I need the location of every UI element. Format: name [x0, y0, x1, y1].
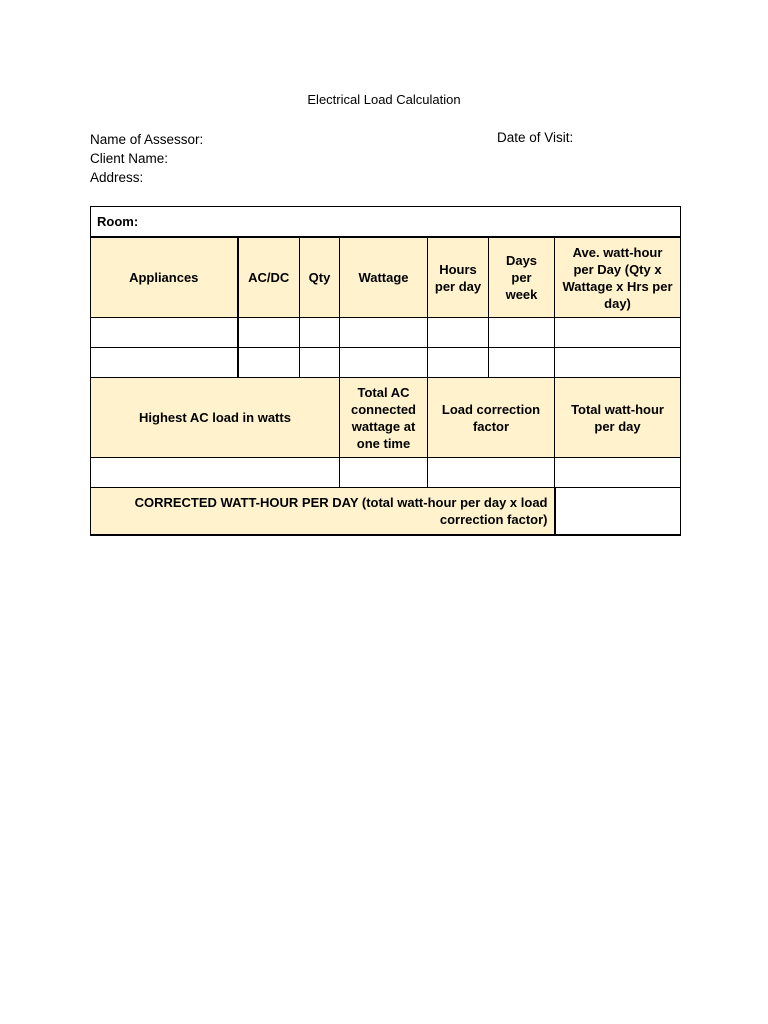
document-title: Electrical Load Calculation	[307, 92, 461, 107]
room-label: Room:	[91, 207, 681, 238]
client-label: Client Name:	[90, 151, 169, 166]
corrected-watt-hour-label: CORRECTED WATT-HOUR PER DAY (total watt-hour per day x load correction factor)	[91, 488, 555, 536]
header-days: Days per week	[489, 237, 555, 318]
date-label: Date of Visit:	[497, 130, 574, 145]
header-wattage: Wattage	[340, 237, 428, 318]
total-ac-wattage-cell[interactable]	[340, 458, 428, 488]
appliance-cell[interactable]	[91, 318, 238, 348]
assessor-label: Name of Assessor:	[90, 132, 204, 147]
hours-cell[interactable]	[428, 318, 489, 348]
header-total-ac-wattage: Total AC connected wattage at one time	[340, 378, 428, 458]
wattage-cell[interactable]	[340, 348, 428, 378]
header-highest-ac-load: Highest AC load in watts	[91, 378, 340, 458]
load-correction-cell[interactable]	[428, 458, 555, 488]
wattage-cell[interactable]	[340, 318, 428, 348]
qty-cell[interactable]	[300, 318, 340, 348]
meta-fields	[90, 130, 203, 187]
header-appliances: Appliances	[91, 237, 238, 318]
highest-ac-load-cell[interactable]	[91, 458, 340, 488]
days-cell[interactable]	[489, 318, 555, 348]
acdc-cell[interactable]	[238, 348, 300, 378]
header-hours: Hours per day	[428, 237, 489, 318]
ave-cell[interactable]	[555, 318, 681, 348]
header-load-correction: Load correction factor	[428, 378, 555, 458]
corrected-watt-hour-cell[interactable]	[555, 488, 681, 536]
ave-cell[interactable]	[555, 348, 681, 378]
header-acdc: AC/DC	[238, 237, 300, 318]
acdc-cell[interactable]	[238, 318, 300, 348]
days-cell[interactable]	[489, 348, 555, 378]
appliance-cell[interactable]	[91, 348, 238, 378]
total-watt-hour-cell[interactable]	[555, 458, 681, 488]
qty-cell[interactable]	[300, 348, 340, 378]
load-table	[90, 206, 681, 536]
header-qty: Qty	[300, 237, 340, 318]
address-label: Address:	[90, 170, 144, 185]
header-ave-watt-hour: Ave. watt-hour per Day (Qty x Wattage x Hrs per day)	[555, 237, 681, 318]
header-total-watt-hour: Total watt-hour per day	[555, 378, 681, 458]
hours-cell[interactable]	[428, 348, 489, 378]
